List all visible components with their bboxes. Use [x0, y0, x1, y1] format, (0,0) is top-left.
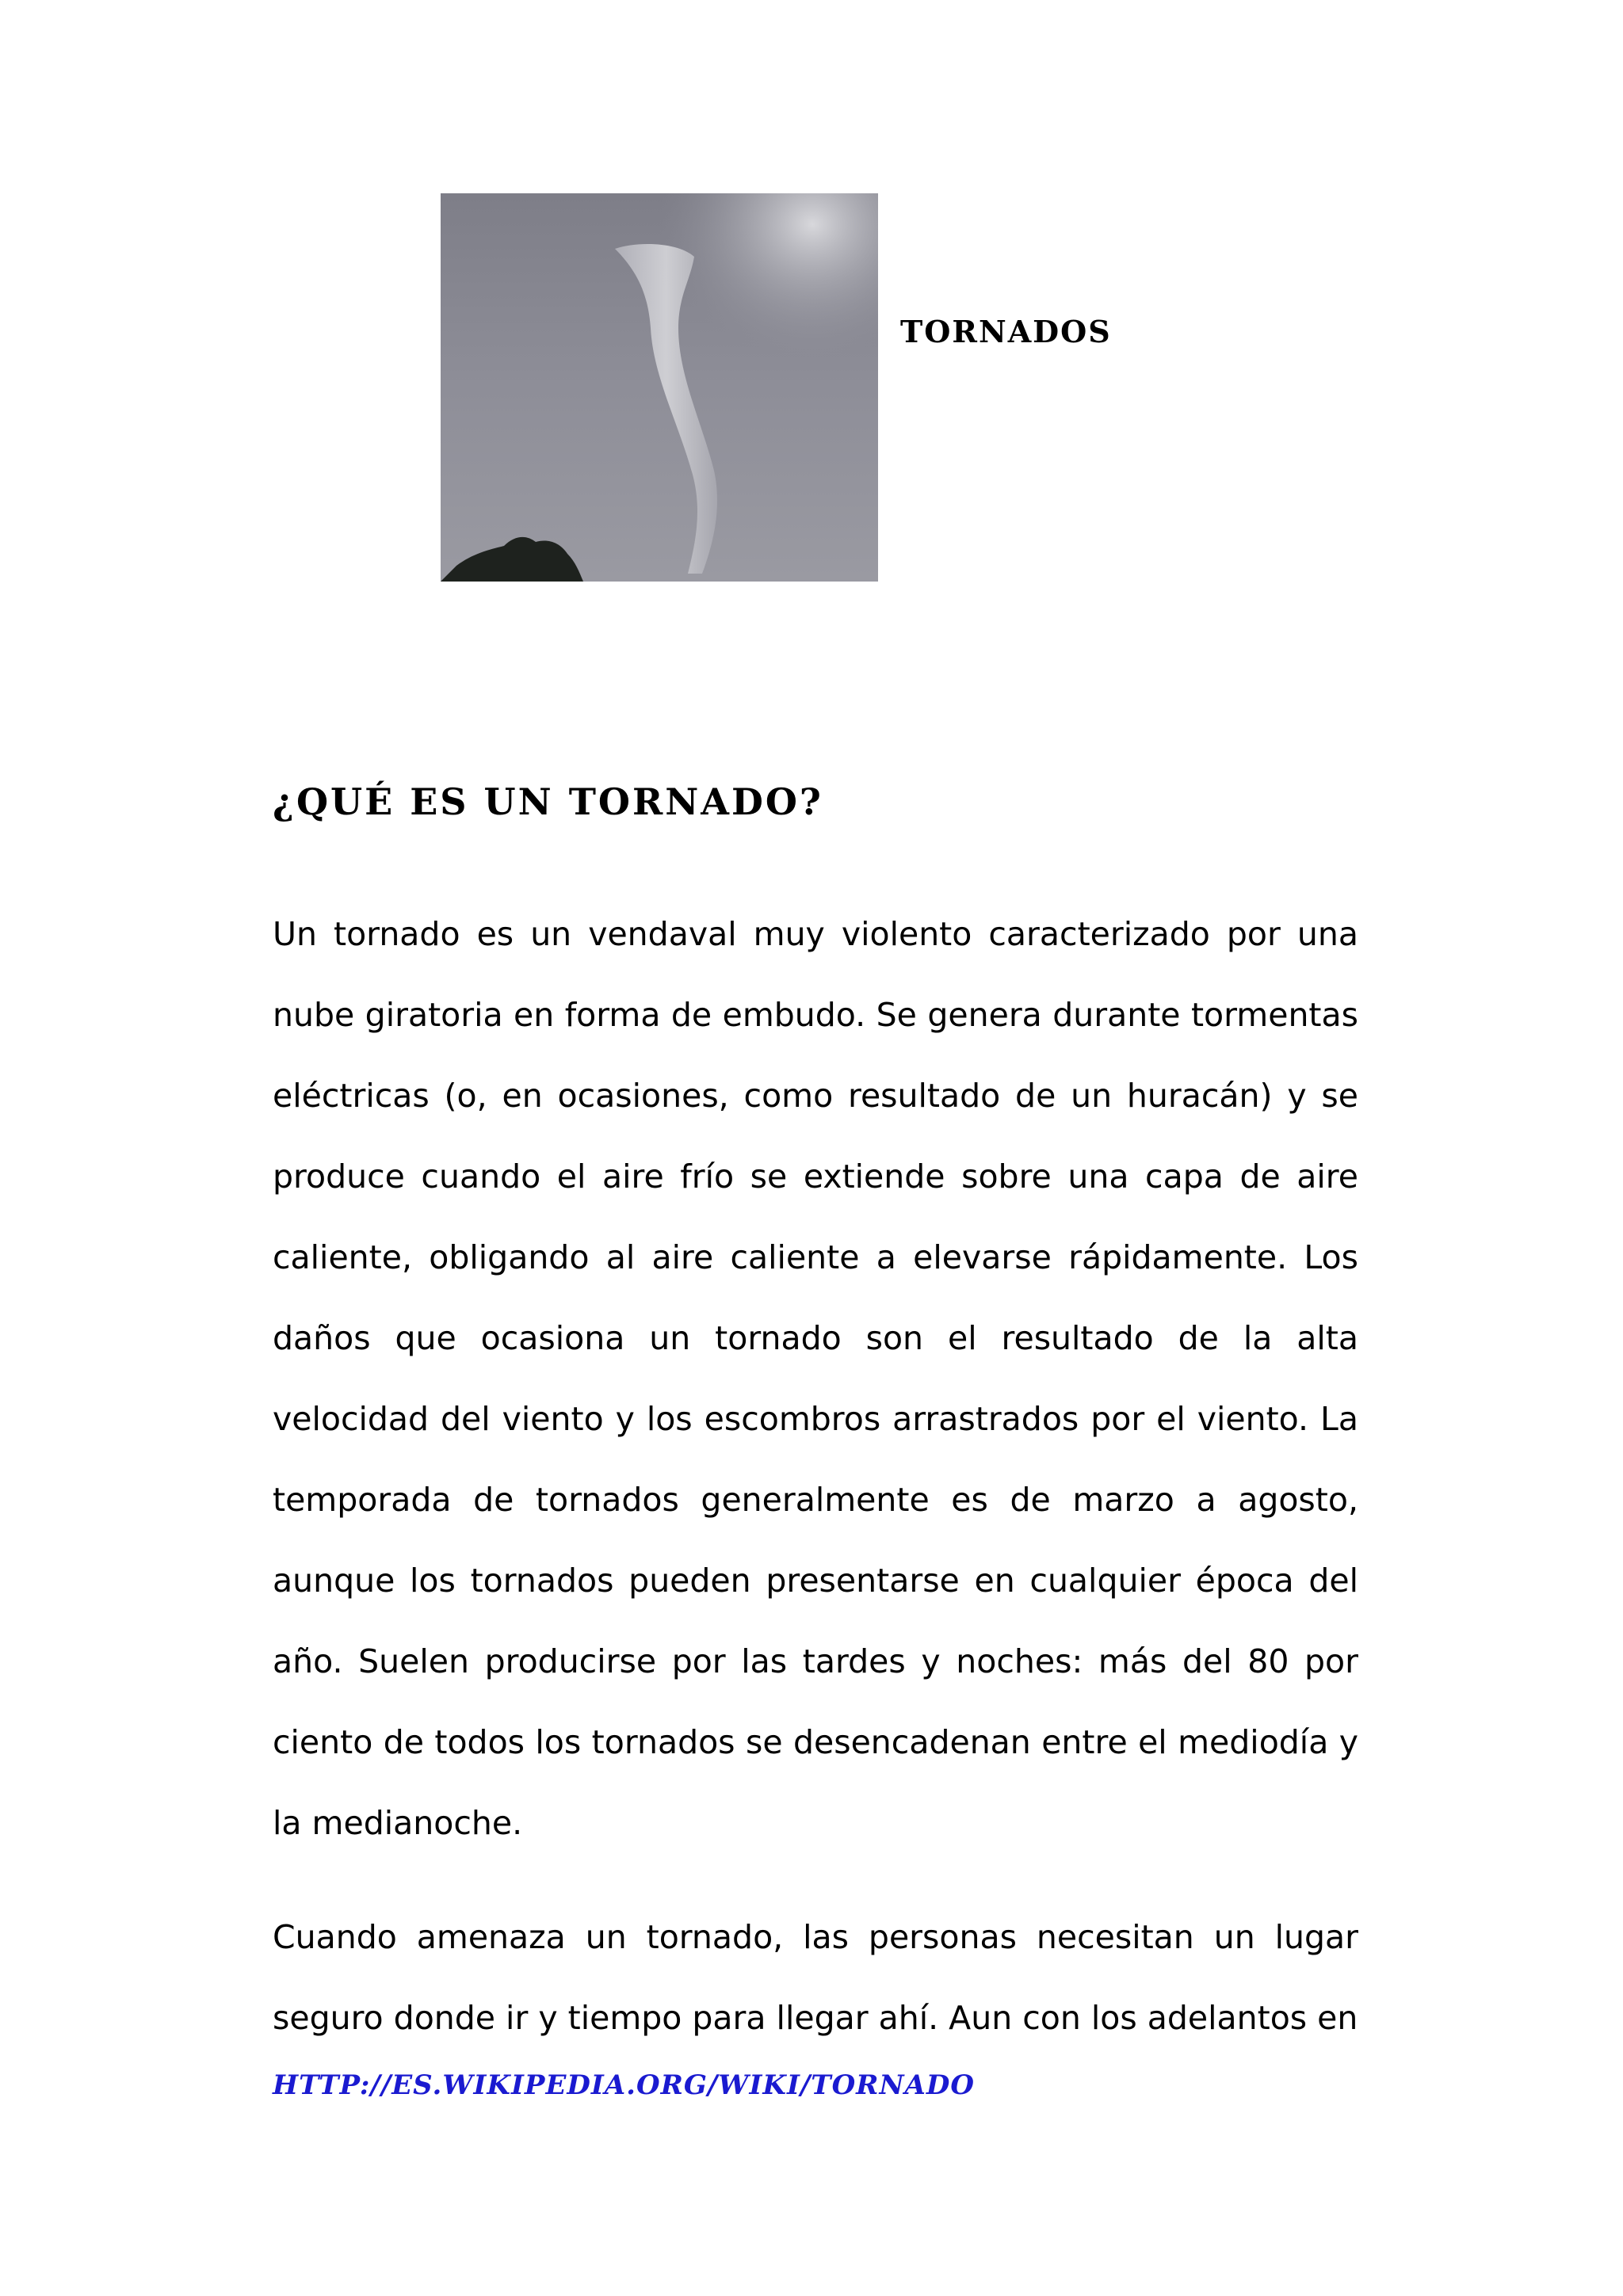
source-link[interactable]: HTTP://ES.WIKIPEDIA.ORG/WIKI/TORNADO	[273, 2069, 975, 2101]
paragraph-safety: Cuando amenaza un tornado, las personas necesitan un lugar seguro donde ir y tiempo para llegar ahí. Aun con los adelantos en	[273, 1918, 1358, 2037]
tornado-photo	[441, 193, 878, 582]
section-heading: ¿QUÉ ES UN TORNADO?	[273, 780, 823, 823]
tornado-image	[441, 193, 878, 582]
document-title: TORNADOS	[900, 314, 1112, 349]
paragraph-definition: Un tornado es un vendaval muy violento caracterizado por una nube giratoria en forma de embudo. Se genera durante tormentas eléctricas (o, en ocasiones, como resultado de un huracán) y se produce cuando el aire frío se extiende sobre una capa de aire caliente, obligando al aire caliente a elevarse rápidamente. Los daños que ocasiona un tornado son el resultado de la alta velocidad del viento y los escombros arrastrados por el viento. La temporada de tornados generalmente es de marzo a agosto, aunque los tornados pueden presentarse en cualquier época del año. Suelen producirse por las tardes y noches: más del 80 por ciento de todos los tornados se desencadenan entre el mediodía y la medianoche.	[273, 915, 1358, 1842]
